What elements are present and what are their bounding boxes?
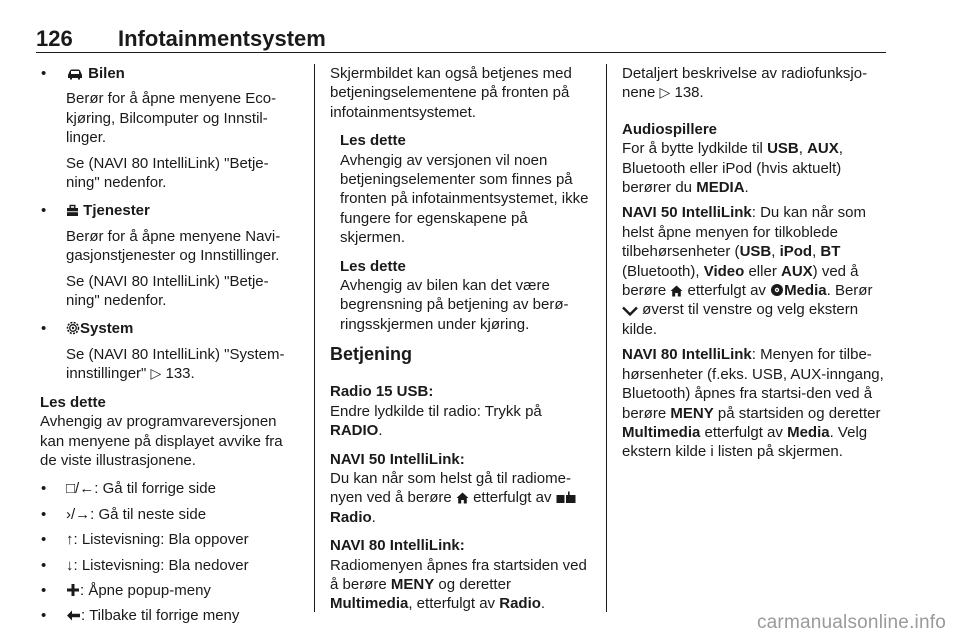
- bilen-see: Se (NAVI 80 IntelliLink) "Betje-ning" nedenfor.: [66, 154, 269, 192]
- gear-icon: [66, 321, 80, 335]
- plus-icon: [66, 583, 80, 597]
- system-see: Se (NAVI 80 IntelliLink) "System-innstillinger": [66, 345, 285, 383]
- list-item-bilen: • Bilen Berør for å åpne menyene Eco-kjøring, Bilcomputer og Innstil-linger. Se (NAVI 80 IntelliLink) "Betje-ning" nedenfor.: [40, 64, 302, 192]
- bilen-label: Bilen: [88, 65, 125, 82]
- note-text: Avhengig av bilen kan det være begrensning på betjening av berø-ringsskjermen under kjøring.: [340, 277, 569, 333]
- note-text: Avhengig av programvareversjonen kan menyene på displayet avvike fra de viste illustrasjonene.: [40, 413, 283, 469]
- watermark: carmanualsonline.info: [756, 612, 946, 633]
- tjenester-desc: Berør for å åpne menyene Navi-gasjonstjenester og Innstillinger.: [66, 227, 281, 265]
- bilen-desc: Berør for å åpne menyene Eco-kjøring, Bilcomputer og Innstil-linger.: [66, 90, 277, 147]
- list-item-tjenester: • Tjenester Berør for å åpne menyene Navi-gasjonstjenester og Innstillinger. Se (NAVI 80 IntelliLink) "Betje-ning" nedenfor.: [40, 201, 302, 310]
- briefcase-icon: [66, 204, 79, 217]
- page-ref-arrow-icon: ▷: [659, 84, 671, 101]
- list-item: • ↓: Listevisning: Bla nedover: [41, 556, 249, 574]
- list-item: • ↑: Listevisning: Bla oppover: [41, 531, 249, 549]
- page-number: 126: [36, 26, 73, 51]
- page-title: Infotainmentsystem: [118, 26, 326, 51]
- system-ref: 133.: [165, 365, 195, 383]
- home-icon: [670, 285, 683, 297]
- radio-icon: [556, 491, 576, 504]
- radio-button-label: RADIO: [330, 422, 379, 440]
- column-divider: [606, 64, 607, 612]
- list-item-system: • System Se (NAVI 80 IntelliLink) "System-innstillinger" ▷ 133.: [41, 320, 285, 383]
- column-3: Detaljert beskrivelse av radiofunksjo-nene ▷ 138. Audiospillere For å bytte lydkilde til USB, AUX, Bluetooth eller iPod (hvis aktuelt) berører du MEDIA. NAVI 50 IntelliLink: Du kan når som helst åpne menyen for tilkoblede tilbehørsenheter (USB, iPod, BT (Bluetooth), Video eller AUX) ved å berøre etterfulgt av Media. Berør øverst til venstre og velg ekstern kilde. NAVI 80 IntelliLink: Menyen for tilbe-hørsenheter (f.eks. USB, AUX-inngang, Bluetooth) åpnes fra startsi-den ved å berøre MENY på startsiden og deretter Multimedia etterfulgt av Media. Velg ekstern kilde i listen på skjermen.: [622, 64, 890, 462]
- back-arrow-icon: [66, 609, 81, 622]
- column-1: [40, 64, 302, 626]
- next-page-symbol: ›/→: [66, 505, 91, 523]
- scroll-up-symbol: ↑: [66, 531, 74, 549]
- column-2: Skjermbildet kan også betjenes med betjeningselementene på fronten på infotainmentsystemet. Les dette Avhengig av versjonen vil noen betjeningselementer som finnes på fronten på infotainmentsystemet, ikke fungere for egenskapene på skjermen. Les dette Avhengig av bilen kan det være begrensning på betjening av berø-ringsskjermen under kjøring. Betjening Radio 15 USB: Endre lydkilde til radio: Trykk på RADIO. NAVI 50 IntelliLink: Du kan når som helst gå til radiome-nyen ved å berøre etterfulgt av Radio. NAVI 80 IntelliLink: Radiomenyen åpnes fra startsiden ved å berøre MENY og deretter Multimedia, etterfulgt av Radio.: [330, 64, 592, 614]
- tjenester-see: Se (NAVI 80 IntelliLink) "Betje-ning" nedenfor.: [66, 272, 269, 310]
- chevron-down-icon: [622, 306, 638, 316]
- audio-title: Audiospillere: [622, 120, 718, 138]
- navi80-lead: NAVI 80 IntelliLink: [622, 346, 752, 364]
- navi80-title: NAVI 80 IntelliLink:: [330, 537, 465, 555]
- media-icon: [770, 283, 784, 297]
- home-icon: [456, 492, 469, 504]
- car-icon: [66, 68, 84, 80]
- prev-page-symbol: □/←: [66, 480, 95, 498]
- list-item: • ›/→: Gå til neste side: [41, 505, 207, 523]
- list-item: • : Tilbake til forrige meny: [41, 607, 240, 625]
- navi50-lead: NAVI 50 IntelliLink: [622, 204, 752, 222]
- page-ref-arrow-icon: ▷: [150, 365, 162, 382]
- note-title: Les dette: [340, 132, 406, 150]
- radio15-title: Radio 15 USB:: [330, 383, 434, 401]
- navi50-title: NAVI 50 IntelliLink:: [330, 450, 465, 468]
- system-label: System: [80, 320, 134, 338]
- column-divider: [314, 64, 315, 612]
- section-heading: Betjening: [330, 344, 413, 365]
- note-title: Les dette: [340, 257, 406, 275]
- tjenester-label: Tjenester: [83, 202, 150, 220]
- note-title: Les dette: [40, 393, 106, 411]
- scroll-down-symbol: ↓: [66, 556, 74, 574]
- intro-text: Detaljert beskrivelse av radiofunksjo-nene: [622, 65, 868, 102]
- note-text: Avhengig av versjonen vil noen betjeningselementer som finnes på fronten på infotainmentsystemet, ikke fungere for egenskapene på skjermen.: [340, 151, 589, 247]
- intro-text: Skjermbildet kan også betjenes med betjeningselementene på fronten på infotainmentsystemet.: [330, 65, 572, 121]
- list-item: • □/←: Gå til forrige side: [41, 480, 216, 498]
- list-item: • : Åpne popup-meny: [41, 581, 211, 599]
- page-header: [36, 28, 886, 53]
